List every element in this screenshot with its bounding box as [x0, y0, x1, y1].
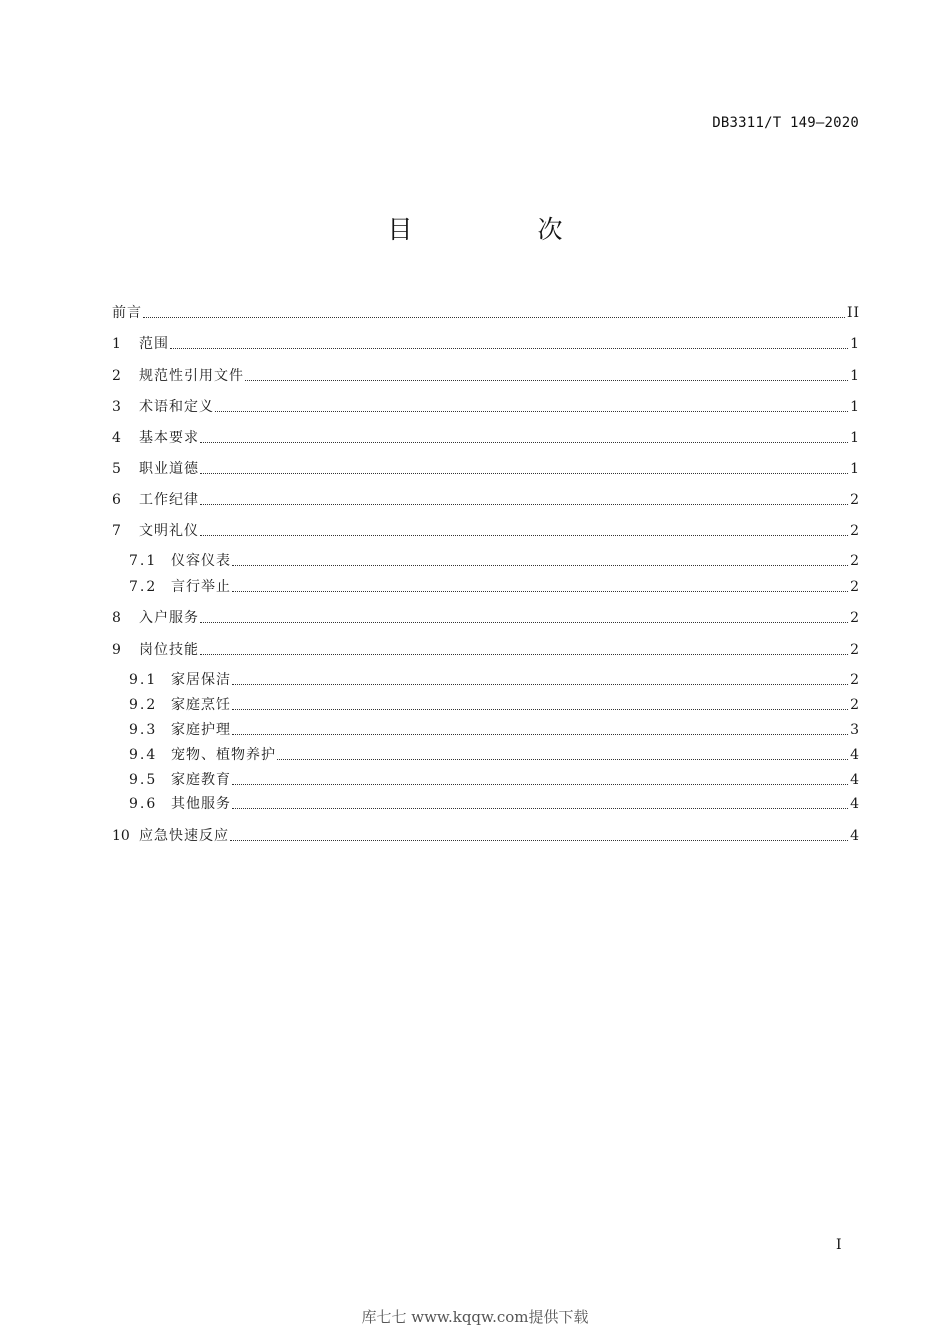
toc-entry-page: 4: [850, 747, 860, 763]
toc-entry-number: 1: [112, 336, 121, 352]
toc-entry-number: 7: [112, 523, 121, 539]
toc-entry-number: 3: [112, 399, 121, 415]
toc-entry-page: 2: [850, 579, 860, 595]
toc-entry-page: 2: [850, 672, 860, 688]
toc-entry[interactable]: [129, 576, 860, 596]
toc-entry-label: 宠物、植物养护: [171, 747, 276, 763]
toc-entry[interactable]: [112, 333, 860, 353]
toc-entry[interactable]: [112, 365, 860, 385]
toc-entry[interactable]: [129, 744, 860, 764]
toc-entry[interactable]: [112, 639, 860, 659]
toc-entry-page: 2: [850, 553, 860, 569]
toc-entry-page: 2: [850, 610, 860, 626]
toc-entry[interactable]: [112, 489, 860, 509]
toc-entry-label: 职业道德: [139, 461, 199, 477]
toc-entry-page: 1: [850, 399, 860, 415]
toc-entry[interactable]: [129, 550, 860, 570]
toc-entry[interactable]: [112, 458, 860, 478]
page-number: I: [836, 1237, 842, 1253]
toc-entry-label: 家庭教育: [171, 772, 231, 788]
dot-leader: [232, 708, 848, 710]
toc-entry[interactable]: [112, 520, 860, 540]
toc-entry-page: II: [846, 305, 860, 321]
toc-entry-label: 术语和定义: [139, 399, 214, 415]
dot-leader: [200, 503, 848, 505]
toc-entry-page: 4: [850, 796, 860, 812]
dot-leader: [230, 839, 848, 841]
toc-entry[interactable]: [112, 825, 860, 845]
dot-leader: [200, 472, 848, 474]
dot-leader: [215, 410, 848, 412]
toc-entry-label: 入户服务: [139, 610, 199, 626]
toc-entry-label: 基本要求: [139, 430, 199, 446]
dot-leader: [200, 653, 848, 655]
toc-entry-number: 9.1: [129, 672, 158, 688]
toc-entry-page: 2: [850, 492, 860, 508]
toc-entry-label: 言行举止: [171, 579, 231, 595]
toc-entry-number: 7.1: [129, 553, 158, 569]
dot-leader: [200, 441, 848, 443]
dot-leader: [143, 316, 845, 318]
toc-entry[interactable]: [129, 669, 860, 689]
toc-entry-number: 9.3: [129, 722, 158, 738]
toc-entry-number: 4: [112, 430, 121, 446]
toc-entry-label: 前言: [112, 305, 142, 321]
toc-entry-page: 2: [850, 642, 860, 658]
toc-entry-number: 7.2: [129, 579, 158, 595]
toc-entry-number: 9: [112, 642, 121, 658]
toc-entry-label: 家居保洁: [171, 672, 231, 688]
toc-entry-page: 4: [850, 828, 860, 844]
toc-entry-number: 9.5: [129, 772, 158, 788]
toc-entry[interactable]: [112, 427, 860, 447]
toc-entry-label: 文明礼仪: [139, 523, 199, 539]
toc-entry-label: 岗位技能: [139, 642, 199, 658]
toc-entry-page: 4: [850, 772, 860, 788]
toc-entry[interactable]: [129, 769, 860, 789]
toc-entry[interactable]: [112, 302, 860, 322]
toc-entry[interactable]: [129, 793, 860, 813]
toc-entry[interactable]: [129, 694, 860, 714]
dot-leader: [245, 379, 848, 381]
toc-entry[interactable]: [112, 607, 860, 627]
dot-leader: [232, 733, 848, 735]
toc-entry[interactable]: [129, 719, 860, 739]
toc-entry-number: 10: [112, 828, 130, 844]
toc-entry-number: 2: [112, 368, 121, 384]
dot-leader: [200, 534, 848, 536]
toc-entry-label: 家庭护理: [171, 722, 231, 738]
dot-leader: [277, 758, 848, 760]
toc-entry-label: 范围: [139, 336, 169, 352]
toc-entry-label: 规范性引用文件: [139, 368, 244, 384]
toc-entry[interactable]: [112, 396, 860, 416]
toc-entry-number: 6: [112, 492, 121, 508]
toc-entry-number: 9.6: [129, 796, 158, 812]
toc-entry-page: 1: [850, 336, 860, 352]
toc-entry-label: 应急快速反应: [139, 828, 229, 844]
dot-leader: [232, 807, 848, 809]
toc-entry-number: 5: [112, 461, 121, 477]
document-code: DB3311/T 149—2020: [712, 115, 859, 131]
toc-entry-page: 3: [850, 722, 860, 738]
toc-entry-page: 1: [850, 430, 860, 446]
dot-leader: [232, 683, 848, 685]
dot-leader: [232, 564, 848, 566]
toc-entry-label: 工作纪律: [139, 492, 199, 508]
toc-entry-label: 家庭烹饪: [171, 697, 231, 713]
toc-entry-number: 9.4: [129, 747, 158, 763]
toc-entry-number: 8: [112, 610, 121, 626]
toc-entry-page: 1: [850, 368, 860, 384]
dot-leader: [200, 621, 848, 623]
toc-entry-page: 2: [850, 697, 860, 713]
toc-entry-number: 9.2: [129, 697, 158, 713]
dot-leader: [170, 347, 848, 349]
dot-leader: [232, 590, 848, 592]
toc-entry-label: 其他服务: [171, 796, 231, 812]
toc-entry-page: 2: [850, 523, 860, 539]
watermark-text: 库七七 www.kqqw.com提供下载: [361, 1308, 589, 1326]
dot-leader: [232, 783, 848, 785]
toc-entry-label: 仪容仪表: [171, 553, 231, 569]
page-title: 目 次: [387, 215, 613, 244]
toc-entry-page: 1: [850, 461, 860, 477]
